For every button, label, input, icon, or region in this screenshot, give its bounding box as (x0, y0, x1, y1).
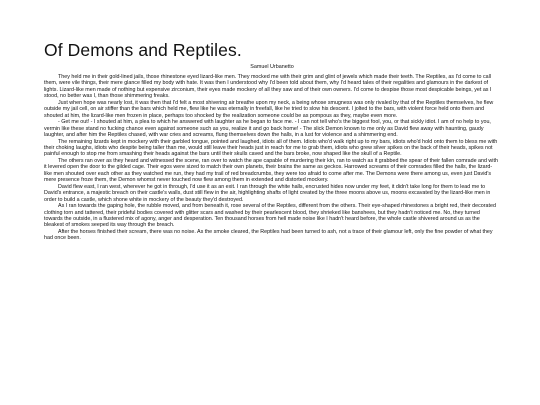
paragraph: The remaining lizards kept in mockery with their garbled tongue, pointed and laughed, idiots all of them. Idiots who'd walk right up to my bars, idiots who'd hold onto them to bless me with their choking laughs, idiots who despite being taller than me, would still leave their heads just in reach for me to grab them, idiots who grew silver spikes on the back of their heads, spikes not painful enough to stop me from smashing their heads against the bars until their skulls caved and the bars broke, now shaped like the skull of a Reptile. (44, 138, 498, 158)
paragraph: As I ran towards the gaping hole, the rubble moved, and from beneath it, rose several of the Reptiles, different from the others. Their eye-shaped rhinestones a bright red, their decorated clothing torn and tattered, their prideful bodies covered with glitter scars and washed by their pearlescent blood, they shrieked like banshees, but they hadn't noticed me. No, they turned towards the outside, in a flustered mix of agony, anger and desperation. Ten thousand horses from hell made noise like I hadn't heard before, the whole castle shivered around us as the bleakest of smokes seeped its way through the breach. (44, 203, 496, 229)
paragraph: The others ran over as they heard and witnessed the scene, ran over to watch the ape capable of murdering their kin, ran to watch as it grabbed the spear of their fallen comrade and with it levered open the door to the gilded cage. Their egos were sized to match their own planets, their brains the same as geckos. Harrowed screams of their comrades filled the halls, the lizard-like men shouted over each other as they watched me run, they had my trail of red breadcrumbs, they were too afraid to come after me. The Demons were there among us, even just David's mere presence froze them, the Demon whomst never touched now flew among them in extended and distorted mockery. (44, 157, 498, 184)
paragraph: - Get me out! - I shouted at him, a plea to which he answered with laughter as he began to face me. - I can not tell who's the biggest fool, you, or that sickly idiot. I am of no help to you, vermin like these stand no fucking chance even against someone such as you, realize it and go back home! - The slick Demon known to me only as David flew away with haunting, gaudy laughter, and after him the Reptiles chased, with war cries and screams, flung themselves down the halls, in a lust for violence and a shimmering end. (44, 119, 491, 139)
document-title: Of Demons and Reptiles. (44, 40, 242, 60)
paragraph: Just when hope was nearly lost, it was then that I'd felt a most shivering air breathe upon my neck, a being whose smugness was only rivaled by that of the Reptiles themselves, he flew outside my jail cell, on air stiffer than the bars which held me, flew like he was eternally in freefall, like he tried to slow his descent. I jolted to the bars, with violent force held onto them and shouted at him, the lizard-like men frozen in place, perhaps too shocked by the realization someone could be as pompous as they, maybe even more. (44, 99, 494, 119)
document-page (44, 40, 500, 242)
paragraph: They held me in their gold-lined jails, those rhinestone eyed lizard-like men. They mocked me with their grim and glint of jewels which made their teeth. The Reptiles, as I'd come to call them, were vile things, their mere glance filled my body with hate. It was then I understood why I'd been told about them, why I'd heard tales of their regalities and glamours in the darkest of lights. Lizard-like men made of nothing but expensive zirconium, their eyes made mockery of all they saw and of their own owners. I'd come to despise those most despicable beings, yet as I stood, no better was I, than those shimmering freaks. (44, 74, 492, 100)
document-body (44, 74, 500, 242)
paragraph: David flew east, I ran west, wherever he got in through, I'd use it as an exit. I ran through the white halls, encrusted hides now under my feet, it didn't take long for them to lead me to David's entrance, a majestic breach on their castle's walls, dust still flew in the air, highlighting shafts of light created by the three moons above us, moons excavated by the lizard-like men in order to build a castle, which shone white in mockery of the beauty they'd destroyed. (44, 183, 491, 203)
author-line: Samuel Urbanetto (250, 64, 294, 70)
paragraph: After the horses finished their scream, there was no noise. As the smoke cleared, the Reptiles had been turned to ash, not a trace of their glamour left, only the fine powder of what they had once been. (44, 228, 493, 242)
